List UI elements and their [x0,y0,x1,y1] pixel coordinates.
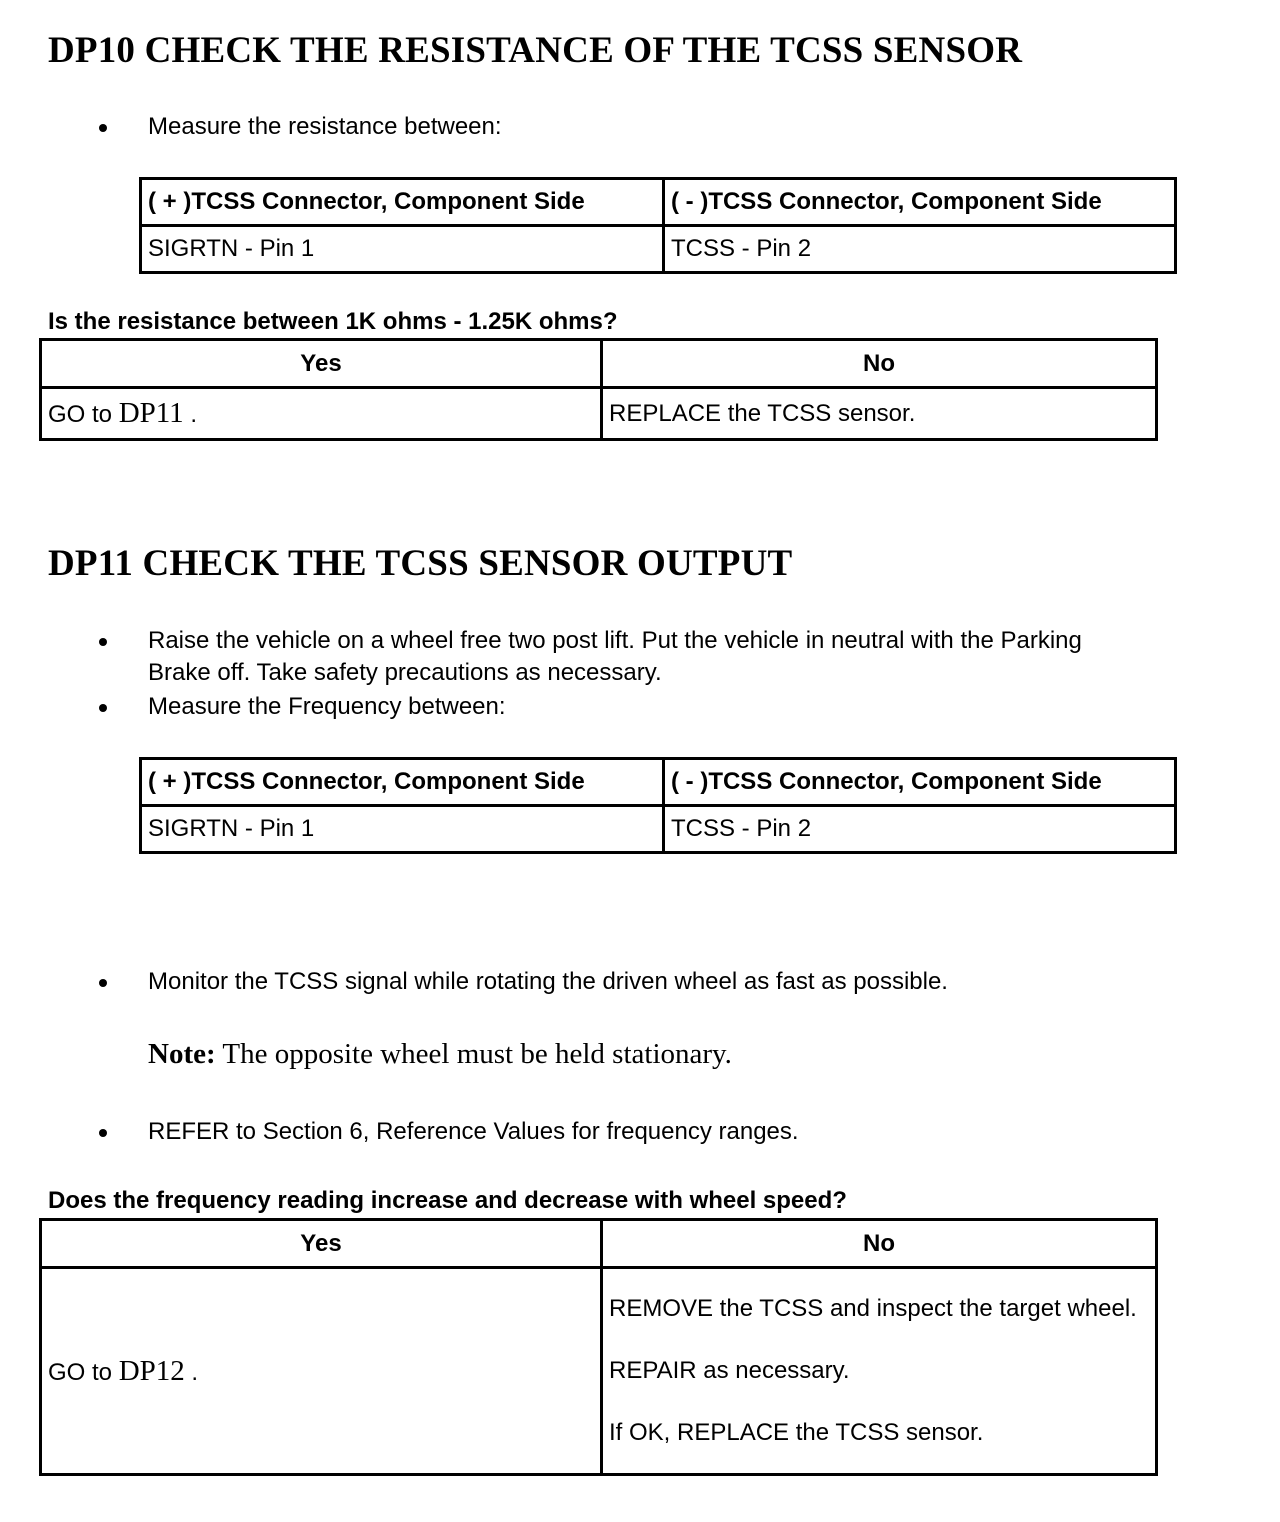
dp11-bullet-raise-line1: Raise the vehicle on a wheel free two post lift. Put the vehicle in neutral with the Parking [148,627,1082,654]
cell-negative-pin: TCSS - Pin 2 [664,806,1176,853]
dp11-bullet-refer: REFER to Section 6, Reference Values for frequency ranges. [148,1118,799,1145]
goto-prefix: GO to [48,401,119,428]
table-header-row [41,1220,1157,1268]
header-positive-connector: ( + )TCSS Connector, Component Side [141,179,664,226]
dp10-decision-table [39,338,1158,441]
dp10-bullet-measure: Measure the resistance between: [148,113,502,140]
header-no: No [602,1220,1157,1268]
no-step-remove: REMOVE the TCSS and inspect the target wheel. [609,1295,1137,1322]
yes-cell [41,1268,602,1475]
cell-positive-pin: SIGRTN - Pin 1 [141,226,664,273]
cell-negative-pin: TCSS - Pin 2 [664,226,1176,273]
header-no: No [602,340,1157,388]
goto-suffix: . [184,1358,199,1386]
note-text: The opposite wheel must be held stationary. [215,1038,732,1070]
dp10-connector-table [139,177,1177,274]
bullet-icon [99,979,107,987]
table-row [141,806,1176,853]
header-yes: Yes [41,1220,602,1268]
dp11-question: Does the frequency reading increase and decrease with wheel speed? [48,1187,847,1214]
yes-cell [41,388,602,440]
header-negative-connector: ( - )TCSS Connector, Component Side [664,759,1176,806]
table-header-row [141,759,1176,806]
table-row [41,388,1157,440]
goto-suffix: . [183,401,198,428]
dp11-bullet-raise-line2: Brake off. Take safety precautions as necessary. [148,659,662,686]
table-row [141,226,1176,273]
goto-prefix: GO to [48,1358,119,1386]
note-label: Note: [148,1038,216,1070]
bullet-icon [99,124,107,132]
goto-dp11-link[interactable]: DP11 [118,397,184,429]
bullet-icon [99,704,107,712]
table-header-row [141,179,1176,226]
no-cell: REPLACE the TCSS sensor. [602,388,1157,440]
header-yes: Yes [41,340,602,388]
header-positive-connector: ( + )TCSS Connector, Component Side [141,759,664,806]
dp10-heading: DP10 CHECK THE RESISTANCE OF THE TCSS SENSOR [48,30,1023,71]
dp11-heading: DP11 CHECK THE TCSS SENSOR OUTPUT [48,543,793,584]
no-cell [602,1268,1157,1475]
dp10-question: Is the resistance between 1K ohms - 1.25K ohms? [48,308,618,335]
dp11-bullet-measure: Measure the Frequency between: [148,693,506,720]
dp11-connector-table [139,757,1177,854]
table-header-row [41,340,1157,388]
bullet-icon [99,1129,107,1137]
no-step-repair: REPAIR as necessary. [609,1357,850,1384]
bullet-icon [99,638,107,646]
cell-positive-pin: SIGRTN - Pin 1 [141,806,664,853]
table-row [41,1268,1157,1475]
goto-dp12-link[interactable]: DP12 [118,1354,185,1387]
dp11-bullet-monitor: Monitor the TCSS signal while rotating the driven wheel as fast as possible. [148,968,948,995]
note [148,1038,732,1071]
header-negative-connector: ( - )TCSS Connector, Component Side [664,179,1176,226]
dp11-decision-table [39,1218,1158,1476]
no-step-replace: If OK, REPLACE the TCSS sensor. [609,1419,984,1446]
